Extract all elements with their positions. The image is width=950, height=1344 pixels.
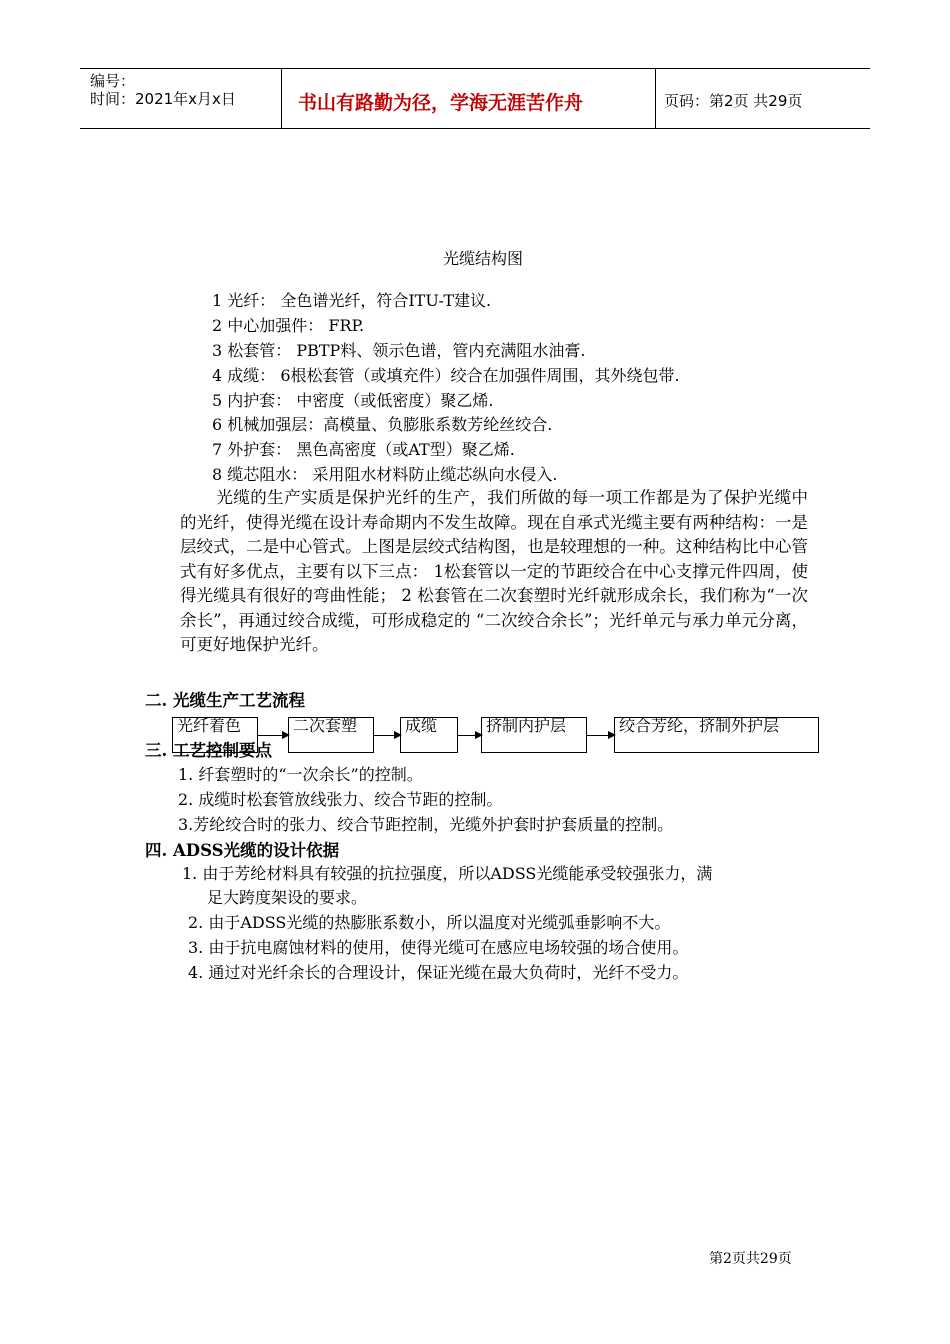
footer-page-label: 第2页共29页 [709,1251,792,1267]
list-item: 3 松套管： PBTP料、领示色谱，管内充满阻水油膏. [212,341,586,360]
intro-paragraph-text: 光缆的生产实质是保护光纤的生产，我们所做的每一项工作都是为了保护光缆中的光纤，使得光缆在设计寿命期内不发生故障。现在自承式光缆主要有两种结构：一是层绞式，二是中心管式。上图是层绞式结构图，也是较理想的一种。这种结构比中心管式有好多优点，主要有以下三点： 1松套管以一定的节距绞合在中心支撑元件四周，使得光缆具有很好的弯曲性能； 2 松套管在二次套塑时光纤就形成余长，我们称为“一次余长”，再通过绞合成缆，可形成稳定的 “二次绞合余长”；光纤单元与承力单元分离，可更好地保护光纤。 [180,488,808,654]
section-heading: 二. 光缆生产工艺流程 [145,691,305,710]
header-motto: 书山有路勤为径，学海无涯苦作舟 [298,92,584,114]
list-item: 3.芳纶绞合时的张力、绞合节距控制，光缆外护套时护套质量的控制。 [178,815,674,834]
intro-paragraph [180,486,808,658]
list-item: 2 中心加强件： FRP. [212,316,365,335]
flow-step: 成缆 [400,717,458,753]
list-item: 8 缆芯阻水： 采用阻水材料防止缆芯纵向水侵入. [212,465,558,484]
flow-step: 二次套塑 [288,717,374,753]
flow-arrow [458,735,481,736]
list-item: 6 机械加强层：高模量、负膨胀系数芳纶丝绞合. [212,415,553,434]
flow-arrow [587,735,614,736]
list-item: 3. 由于抗电腐蚀材料的使用，使得光缆可在感应电场较强的场合使用。 [188,938,689,957]
flow-arrow [258,735,288,736]
list-item: 1. 纤套塑时的“一次余长”的控制。 [178,765,423,784]
list-item: 1. 由于芳纶材料具有较强的抗拉强度，所以ADSS光缆能承受较强张力，满 [182,864,713,883]
list-item: 2. 成缆时松套管放线张力、绞合节距的控制。 [178,790,503,809]
flow-step: 挤制内护层 [481,717,587,753]
header-top-rule [80,68,870,69]
serial-label: 编号： [90,72,136,90]
figure-caption: 光缆结构图 [443,249,524,268]
flow-arrow [374,735,400,736]
header-divider [281,68,282,129]
header-bottom-rule [80,128,870,129]
list-item: 4. 通过对光纤余长的合理设计，保证光缆在最大负荷时，光纤不受力。 [188,963,689,982]
flow-step: 绞合芳纶，挤制外护层 [614,717,819,753]
list-item: 7 外护套： 黑色高密度（或AT型）聚乙烯. [212,440,515,459]
list-item: 5 内护套： 中密度（或低密度）聚乙烯. [212,391,494,410]
list-item: 4 成缆： 6根松套管（或填充件）绞合在加强件周围，其外绕包带. [212,366,680,385]
section-heading: 四. ADSS光缆的设计依据 [145,841,340,860]
list-item-continuation: 足大跨度架设的要求。 [207,888,368,907]
header-divider [655,68,656,129]
list-item: 1 光纤： 全色谱光纤，符合ITU-T建议. [212,291,492,310]
time-label: 时间：2021年x月x日 [90,90,236,108]
header-page-label: 页码：第2页 共29页 [664,92,803,110]
list-item: 2. 由于ADSS光缆的热膨胀系数小，所以温度对光缆弧垂影响不大。 [188,913,671,932]
section-heading: 三. 工艺控制要点 [145,741,272,760]
flow-step: 光纤着色 [172,717,258,753]
